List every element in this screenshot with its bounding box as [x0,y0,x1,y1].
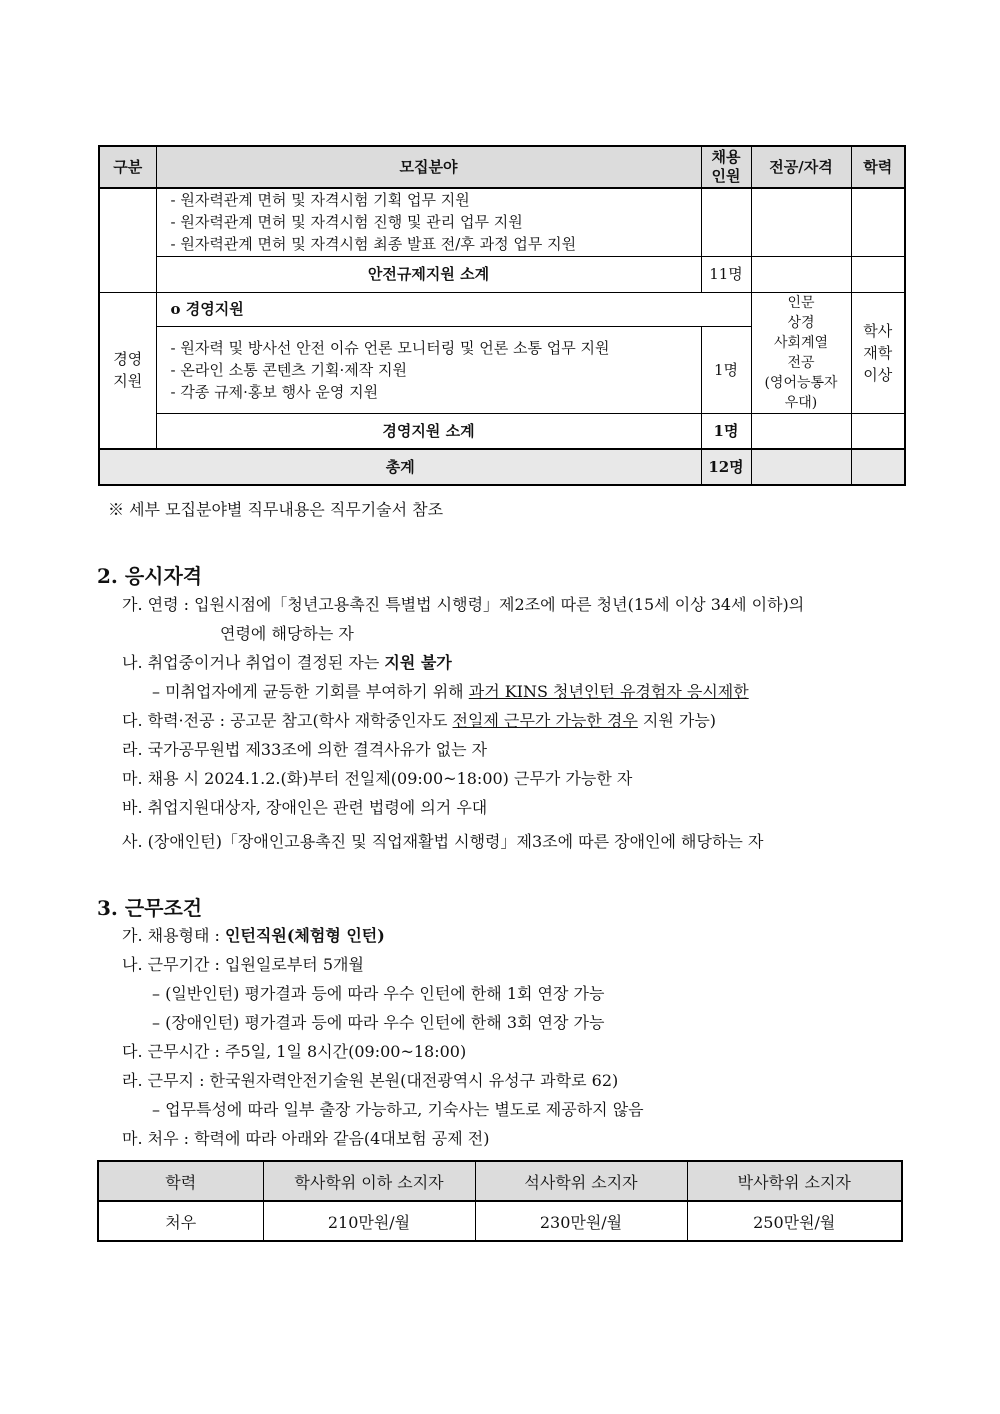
pay-header: 학력 [98,1161,263,1201]
list-item: - 원자력관계 면허 및 자격시험 진행 및 관리 업무 지원 [170,213,523,232]
safety-subtotal-count: 11명 [701,256,751,292]
header-count: 채용 인원 [701,146,751,188]
cond-type: 가. 채용형태 : 인턴직원(체험형 인턴) [122,926,385,945]
recruitment-table [98,145,906,486]
table-row [99,256,905,292]
pay-header: 학사학위 이하 소지자 [263,1161,475,1201]
mgmt-task-list [156,326,701,413]
qual-education: 다. 학력·전공 : 공고문 참고(학사 재학중인자도 전일제 근무가 가능한 경우 지원 가능) [122,711,717,730]
qual-disabled-intern: 사. (장애인턴)「장애인고용촉진 및 직업재활법 시행령」제3조에 따른 장애인에 해당하는 자 [122,832,764,851]
pay-cell: 250만원/월 [687,1201,902,1241]
table-header-row [99,146,905,188]
cond-hours: 다. 근무시간 : 주5일, 1일 8시간(09:00~18:00) [122,1042,467,1061]
table-note: ※ 세부 모집분야별 직무내용은 직무기술서 참조 [108,500,444,519]
cond-period-general: – (일반인턴) 평가결과 등에 따라 우수 인턴에 한해 1회 연장 가능 [152,984,605,1003]
qual-start-date: 마. 채용 시 2024.1.2.(화)부터 전일제(09:00~18:00) 근무가 가능한 자 [122,769,633,788]
qual-age-cont: 연령에 해당하는 자 [220,624,354,643]
table-row [99,449,905,485]
header-category: 구분 [99,146,156,188]
table-row [99,188,905,256]
section-2-title: 2. 응시자격 [97,564,203,588]
cond-location-note: – 업무특성에 따라 일부 출장 가능하고, 기숙사는 별도로 제공하지 않음 [152,1100,644,1119]
pay-header-row [98,1161,902,1201]
safety-task-list [156,188,701,256]
total-count: 12명 [701,449,751,485]
table-row [98,1201,902,1241]
pay-table [97,1160,903,1242]
header-degree: 학력 [851,146,905,188]
pay-cell: 230만원/월 [475,1201,687,1241]
list-item: - 원자력 및 방사선 안전 이슈 언론 모니터링 및 언론 소통 업무 지원 [170,338,610,357]
pay-cell: 처우 [98,1201,263,1241]
mgmt-heading: o 경영지원 [156,292,751,326]
mgmt-count: 1명 [701,326,751,413]
pay-cell: 210만원/월 [263,1201,475,1241]
table-row [99,413,905,449]
cond-location: 라. 근무지 : 한국원자력안전기술원 본원(대전광역시 유성구 과학로 62) [122,1071,619,1090]
mgmt-category: 경영 지원 [99,292,156,449]
list-item: - 원자력관계 면허 및 자격시험 기획 업무 지원 [170,191,470,210]
qual-preference: 바. 취업지원대상자, 장애인은 관련 법령에 의거 우대 [122,798,488,817]
list-item: - 온라인 소통 콘텐츠 기획·제작 지원 [170,360,408,379]
cond-period: 나. 근무기간 : 입원일로부터 5개월 [122,955,364,974]
table-row [99,292,905,326]
mgmt-subtotal-count: 1명 [701,413,751,449]
header-field: 모집분야 [156,146,701,188]
list-item: - 원자력관계 면허 및 자격시험 최종 발표 전/후 과정 업무 지원 [170,235,577,254]
category-cell-empty [99,188,156,292]
section-3-title: 3. 근무조건 [97,896,203,920]
qual-employed: 나. 취업중이거나 취업이 결정된 자는 지원 불가 [122,653,452,672]
qual-employed-note: – 미취업자에게 균등한 기회를 부여하기 위해 과거 KINS 청년인턴 유경험자 응시제한 [152,682,749,701]
list-item: - 각종 규제·홍보 행사 운영 지원 [170,382,379,401]
qual-disqualification: 라. 국가공무원법 제33조에 의한 결격사유가 없는 자 [122,740,488,759]
mgmt-subtotal-label: 경영지원 소계 [156,413,701,449]
safety-subtotal-label: 안전규제지원 소계 [156,256,701,292]
pay-header: 박사학위 소지자 [687,1161,902,1201]
mgmt-major: 인문 상경 사회계열 전공 (영어능통자 우대) [751,292,851,413]
mgmt-degree: 학사 재학 이상 [851,292,905,413]
header-major: 전공/자격 [751,146,851,188]
total-label: 총계 [99,449,701,485]
pay-header: 석사학위 소지자 [475,1161,687,1201]
qual-age: 가. 연령 : 입원시점에「청년고용촉진 특별법 시행령」제2조에 따른 청년(15세 이상 34세 이하)의 [122,595,805,614]
cond-pay: 마. 처우 : 학력에 따라 아래와 같음(4대보험 공제 전) [122,1129,490,1148]
cond-period-disabled: – (장애인턴) 평가결과 등에 따라 우수 인턴에 한해 3회 연장 가능 [152,1013,605,1032]
